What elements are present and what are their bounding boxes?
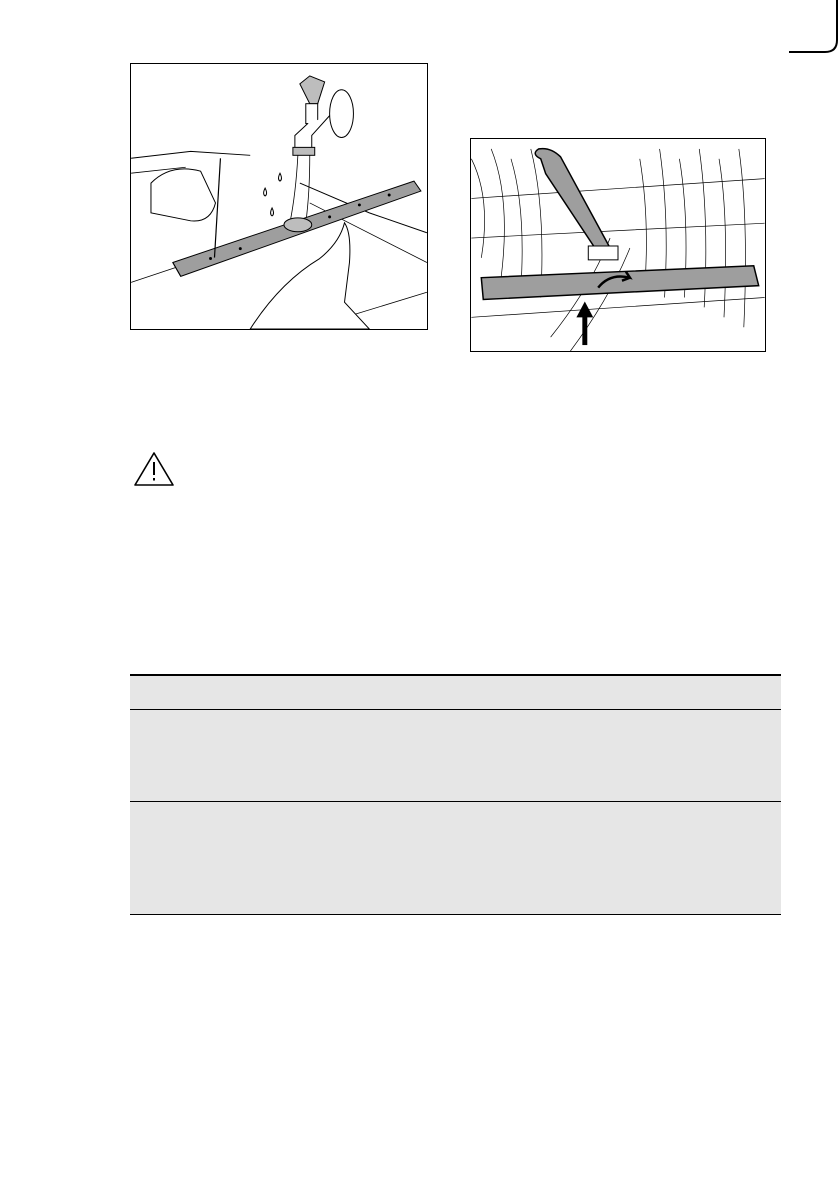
information-table <box>130 674 781 915</box>
spray-arm-cleaning-drawing <box>131 64 427 329</box>
spray-arm-cleaning-illustration <box>130 63 428 330</box>
table-row <box>130 710 781 802</box>
spray-arm-removal-drawing <box>471 139 765 351</box>
up-arrow-icon <box>576 301 593 345</box>
warning-triangle-icon <box>133 451 175 487</box>
needle-icon <box>214 158 220 257</box>
table-row <box>130 802 781 915</box>
page-edge-mark <box>789 0 839 55</box>
spray-arm-removal-illustration <box>470 138 766 352</box>
table-header-row <box>130 674 781 710</box>
tap-icon <box>293 76 354 155</box>
